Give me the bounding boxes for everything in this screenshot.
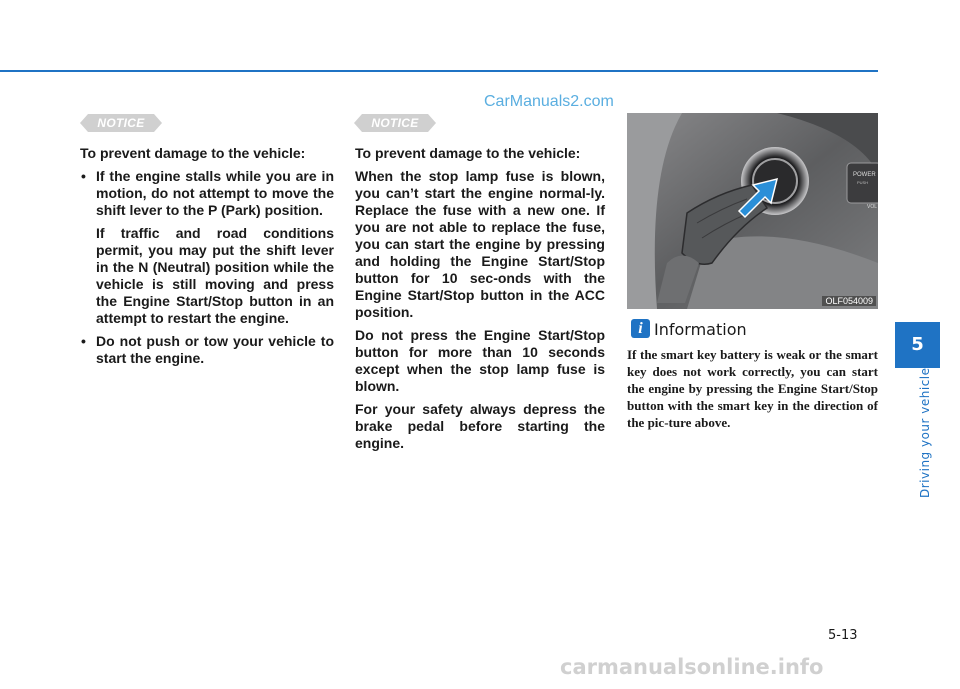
chapter-title: Driving your vehicle: [918, 367, 932, 498]
left-heading: To prevent damage to the vehicle:: [80, 145, 306, 161]
left-bullet-list: [80, 168, 334, 367]
chapter-number: 5: [895, 322, 940, 368]
watermark-bottom: carmanualsonline.info: [560, 655, 824, 679]
chapter-title-container: [918, 367, 936, 502]
information-body: If the smart key battery is weak or the smart key does not work correctly, you can start the engine by pressing the Engine Start/Stop button with the smart key in the direction of the pic-ture above.: [627, 347, 878, 430]
bullet-paragraph: • If the engine stalls while you are in motion, do not attempt to move the shift lever to the P (Park) position.: [96, 168, 334, 218]
left-column: [80, 145, 334, 373]
photo-code: OLF054009: [822, 296, 876, 306]
notice-badge-middle: NOTICE: [362, 114, 428, 132]
smart-key-illustration: [627, 113, 878, 309]
button-label: VOL: [867, 204, 878, 210]
bullet-paragraph: • Do not push or tow your vehicle to start the engine.: [96, 333, 334, 366]
bullet-item: [80, 168, 334, 327]
middle-paragraph: For your safety always depress the brake pedal before starting the engine.: [355, 401, 605, 451]
middle-paragraph: Do not press the Engine Start/Stop button for more than 10 seconds except when the stop lamp fuse is blown.: [355, 327, 605, 394]
header-rule: [0, 70, 878, 72]
information-title: Information: [654, 320, 747, 339]
bullet-item: [80, 333, 334, 367]
button-label: PUSH: [857, 180, 869, 185]
middle-paragraph: When the stop lamp fuse is blown, you can’t start the engine normal-ly. Replace the fuse with a new one. If you are not able to replace the fuse, you can start the engine by pressing and holding the Engine Start/Stop button for 10 sec-onds with the Engine Start/Stop button in the ACC position.: [355, 168, 605, 320]
watermark-top: CarManuals2.com: [484, 93, 614, 110]
bullet-paragraph: If traffic and road conditions permit, you may put the shift lever in the N (Neutral) position while the vehicle is still moving and press the Engine Start/Stop button in an attempt to restart the engine.: [96, 225, 334, 326]
notice-badge-left: NOTICE: [88, 114, 154, 132]
button-label: POWER: [853, 172, 876, 178]
page-number: 5-13: [828, 628, 858, 643]
smart-key-photo: [627, 113, 878, 309]
information-icon: i: [631, 319, 650, 338]
middle-heading: To prevent damage to the vehicle:: [355, 145, 581, 161]
middle-column: [355, 145, 605, 458]
